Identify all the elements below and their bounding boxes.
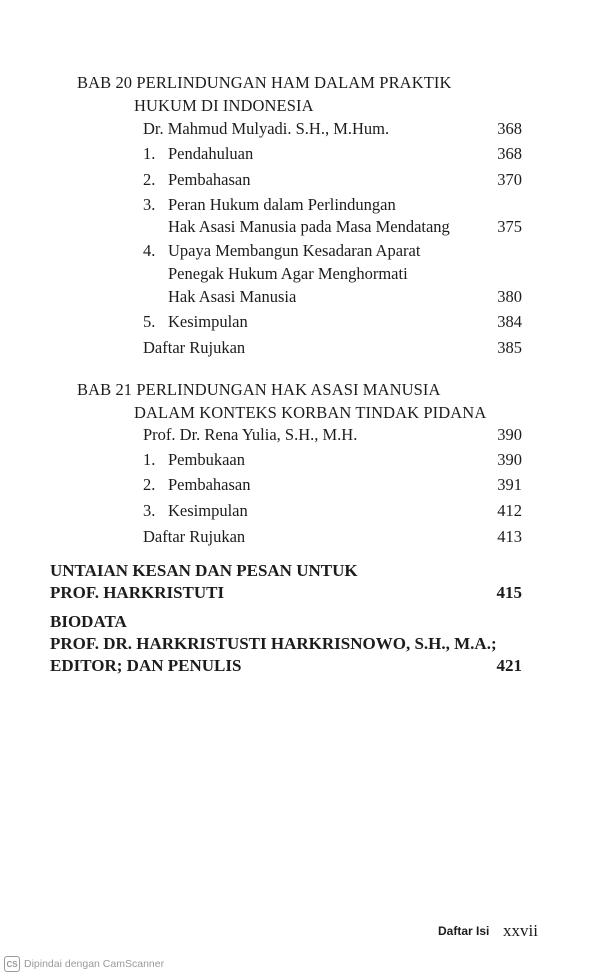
untaian-title-line2: PROF. HARKRISTUTI — [50, 583, 225, 602]
bab20-author-page: 368 — [497, 119, 522, 138]
bab20-refs: Daftar Rujukan — [143, 338, 246, 357]
bab20-item-5-text: Kesimpulan — [168, 312, 248, 331]
bab21-refs-page: 413 — [497, 527, 522, 546]
bab20-item-3-page: 375 — [497, 217, 522, 236]
bab21-author-page: 390 — [497, 425, 522, 444]
bab21-item-2-num: 2. — [143, 475, 156, 494]
bab21-refs: Daftar Rujukan — [143, 527, 246, 546]
bab21-item-1-text: Pembukaan — [168, 450, 245, 469]
bab20-item-5-page: 384 — [497, 312, 522, 331]
bab20-item-2-text: Pembahasan — [168, 170, 251, 189]
bab20-item-4-num: 4. — [143, 241, 156, 260]
bab20-item-2-num: 2. — [143, 170, 156, 189]
bab21-item-2-text: Pembahasan — [168, 475, 251, 494]
biodata-title-line2: PROF. DR. HARKRISTUSTI HARKRISNOWO, S.H., M.A.; — [50, 634, 497, 653]
bab20-title-line1: BAB 20 PERLINDUNGAN HAM DALAM PRAKTIK — [77, 73, 452, 92]
bab20-item-1-text: Pendahuluan — [168, 144, 254, 163]
bab21-item-2-page: 391 — [497, 475, 522, 494]
bab20-item-1-num: 1. — [143, 144, 156, 163]
bab20-title-line2: HUKUM DI INDONESIA — [134, 96, 314, 115]
bab20-item-4-text-line1: Upaya Membangun Kesadaran Aparat — [168, 241, 421, 260]
bab21-item-3-page: 412 — [497, 501, 522, 520]
bab21-title-line1: BAB 21 PERLINDUNGAN HAK ASASI MANUSIA — [77, 380, 441, 399]
camscanner-text: Dipindai dengan CamScanner — [24, 958, 165, 970]
footer-page-number: xxvii — [503, 921, 538, 940]
biodata-title-line3: EDITOR; DAN PENULIS — [50, 656, 242, 675]
footer-label: Daftar Isi — [438, 924, 490, 938]
camscanner-watermark — [4, 956, 164, 972]
bab20-item-3-text-line2: Hak Asasi Manusia pada Masa Mendatang — [168, 217, 450, 236]
bab20-item-5-num: 5. — [143, 312, 156, 331]
biodata-title-line1: BIODATA — [50, 612, 127, 631]
bab20-item-1-page: 368 — [497, 144, 522, 163]
bab20-item-2-page: 370 — [497, 170, 522, 189]
bab20-item-3-num: 3. — [143, 195, 156, 214]
bab20-author: Dr. Mahmud Mulyadi. S.H., M.Hum. — [143, 119, 390, 138]
bab20-item-4-text-line2: Penegak Hukum Agar Menghormati — [168, 264, 408, 283]
bab21-item-3-num: 3. — [143, 501, 156, 520]
bab20-item-4-text-line3: Hak Asasi Manusia — [168, 287, 297, 306]
bab21-item-1-num: 1. — [143, 450, 156, 469]
bab21-author: Prof. Dr. Rena Yulia, S.H., M.H. — [143, 425, 358, 444]
camscanner-logo-icon: CS — [4, 956, 20, 972]
untaian-title-line1: UNTAIAN KESAN DAN PESAN UNTUK — [50, 561, 358, 580]
bab21-title-line2: DALAM KONTEKS KORBAN TINDAK PIDANA — [134, 403, 487, 422]
bab20-refs-page: 385 — [497, 338, 522, 357]
bab21-item-3-text: Kesimpulan — [168, 501, 248, 520]
bab21-item-1-page: 390 — [497, 450, 522, 469]
bab20-item-3-text-line1: Peran Hukum dalam Perlindungan — [168, 195, 396, 214]
bab20-item-4-page: 380 — [497, 287, 522, 306]
untaian-page: 415 — [496, 583, 522, 602]
biodata-page: 421 — [496, 656, 522, 675]
